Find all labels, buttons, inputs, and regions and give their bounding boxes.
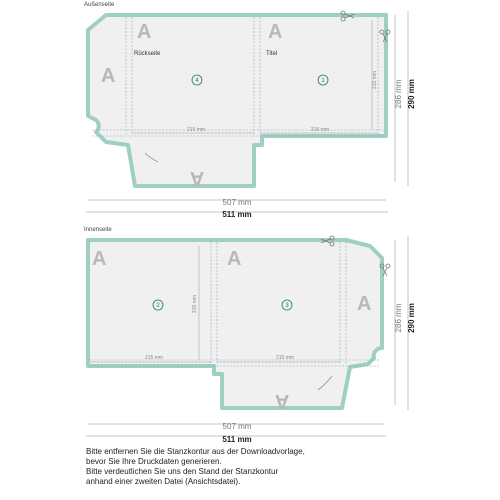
outside-panel-dim-right: 215 mm	[310, 127, 330, 133]
inside-a-marker-bottom-flap: A	[274, 390, 290, 412]
outside-panel-dim-left: 215 mm	[186, 127, 206, 133]
note-line-2: bevor Sie Ihre Druckdaten generieren.	[86, 457, 222, 466]
inside-height-290: 290 mm	[407, 303, 416, 333]
outside-panel-label-title: Titel	[266, 51, 278, 57]
note-line-4: anhand einer zweiten Datei (Ansichtsdatei).	[86, 477, 241, 486]
inside-height-286: 286 mm	[394, 303, 403, 333]
svg-text:3: 3	[285, 303, 289, 309]
svg-text:1: 1	[321, 78, 325, 84]
outside-width-507: 507 mm	[222, 198, 252, 207]
outside-die-contour	[88, 15, 386, 186]
inside-width-507: 507 mm	[222, 422, 252, 431]
outside-a-marker-bottom-flap: A	[189, 167, 205, 189]
svg-text:4: 4	[195, 78, 199, 84]
outside-a-marker-flap: A	[101, 65, 116, 87]
inside-panel-dim-right: 215 mm	[275, 355, 295, 361]
outside-a-marker-top-left: A	[137, 21, 152, 43]
note-line-1: Bitte entfernen Sie die Stanzkontur aus der Downloadvorlage,	[86, 447, 305, 456]
note-line-3: Bitte verdeutlichen Sie uns den Stand der Stanzkontur	[86, 467, 279, 476]
outside-height-290: 290 mm	[407, 79, 416, 109]
outside-height-inner: 215 mm	[372, 70, 378, 90]
outside-section-label: Außenseite	[84, 2, 115, 8]
inside-a-marker-middle: A	[227, 248, 242, 270]
outside-width-511: 511 mm	[222, 210, 252, 219]
inside-panel-dim-left: 215 mm	[144, 355, 164, 361]
inside-width-511: 511 mm	[222, 435, 252, 444]
outside-height-286: 286 mm	[394, 79, 403, 109]
inside-a-marker-left: A	[92, 248, 107, 270]
inside-height-inner: 215 mm	[192, 294, 198, 314]
outside-a-marker-top-right: A	[268, 21, 283, 43]
inside-section-label: Innenseite	[84, 227, 112, 233]
outside-panel-label-back: Rückseite	[134, 51, 161, 57]
instruction-note	[86, 447, 406, 487]
inside-a-marker-flap: A	[357, 293, 372, 315]
svg-text:2: 2	[156, 303, 160, 309]
